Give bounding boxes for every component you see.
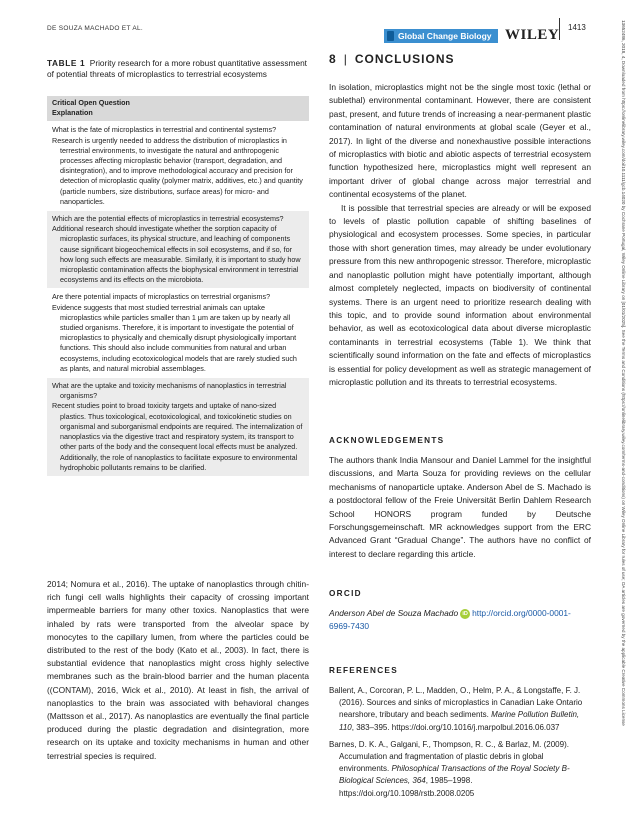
- publisher-logo[interactable]: WILEY: [505, 27, 560, 43]
- table-explanation: Additional research should investigate whether the sorption capacity of microplastic surfaces, its physical structure, and leaching of components cause significant biogeochemical effects in soil ecosystems, and if so, for how long such effects are measurable. Similarly, it is important to study how microplastic contamination affects the biophysical environment in terrestrial ecosystems and its effects on the microbiota.: [52, 224, 301, 285]
- reference-tail[interactable]: , 383–395. https://doi.org/10.1016/j.marpolbul.2016.06.037: [351, 722, 560, 732]
- acknowledgements-body: The authors thank India Mansour and Daniel Lammel for the insightful discussions, and Marta Souza for providing reviews on the cellular mechanisms of nanoparticle uptake. Anderson Abel de S. Machado is a postdoctoral fellow of the Freie Universität Berlin Dahlem Research School HONORS program funded by Deutsche Forschungsgemeinschaft. MR acknowledges support from the ERC Advanced Grant “Gradual Change”. The authors have no conflict of interest to declare regarding this article.: [329, 455, 591, 559]
- journal-banner[interactable]: [384, 29, 498, 43]
- reference-journal: Philosophical Transactions of the Royal Society B-Biological Sciences, 364: [339, 764, 570, 786]
- section-heading-conclusions: [329, 52, 591, 66]
- conclusions-body: [329, 81, 591, 389]
- table-question: What are the uptake and toxicity mechanisms of nanoplastics in terrestrial organisms?: [52, 381, 287, 401]
- acknowledgements-heading: ACKNOWLEDGEMENTS: [329, 436, 445, 445]
- section-number: 8: [329, 52, 337, 66]
- table-explanation: Recent studies point to broad toxicity targets and uptake of nano-sized plastics. Thus toxicological, ecotoxicological, and toxicokinetic studies on organismal and suborganismal endpoints are required. The internalization of nanoplastics via the digestive tract and respiratory system, its transport to other parts of the body and the consequent local effects must be analyzed. Additionally, the role of nanoplastics to facilitate exposure to environmental hydrophobic pollutants remains to be clarified.: [52, 401, 303, 472]
- orcid-icon[interactable]: iD: [460, 609, 470, 619]
- table-header: [47, 96, 309, 121]
- table-row: [47, 288, 309, 377]
- table-col-question: Critical Open Question: [52, 98, 130, 107]
- reference-item: [329, 685, 591, 734]
- table-explanation: Evidence suggests that most studied terrestrial animals can uptake microplastics while particles smaller than 1 μm are taken up by nearly all studied organisms. Therefore, it is important to investigate the potential of microplastics to physically and chemically disrupt physiologically important functions. This should also include communities from natural and urban ecosystems, including ecotoxicological models that are rarely studied such as plants, and natural microbial assemblages.: [52, 302, 297, 373]
- table-question: Are there potential impacts of microplastics on terrestrial organisms?: [52, 292, 271, 302]
- download-notice-sidebar: [616, 20, 630, 820]
- reference-authors: Barnes, D. K. A., Galgani, F., Thompson, R. C., & Barlaz, M. (2009). Accumulation and fragmentation of plastic debris in global environments.: [329, 739, 569, 774]
- header-divider: [559, 18, 560, 40]
- table-row: [47, 377, 309, 476]
- reference-journal: Marine Pollution Bulletin, 110: [339, 710, 580, 732]
- left-body-paragraph: 2014; Nomura et al., 2016). The uptake of nanoplastics through chitin-rich fungi cell walls highlights their capacity of crossing important impermeable barriers for many other toxics. Nanoplastics that were inhaled by rats were transported from the alveolar space by monocytes to the capillary lumen, from where the particles could be distributed to the rest of the body (Kato et al., 2003). In fact, there is substantial evidence that nanoplastics might cross highly selective membranes such as the brain-blood barrier and the human placenta ((CONTAM), 2016, Wick et al., 2010). At least in fish, the arrival of nanoplastics to the brain was associated with behavioral changes (Mattsson et al., 2017). As nanoplastics are eventually the final particle produced during the plastic degradation and disintegration, more research on its uptake and toxicity mechanisms in human and other terrestrial species is required.: [47, 579, 309, 761]
- reference-item: [329, 739, 591, 800]
- orcid-heading: ORCID: [329, 589, 362, 598]
- table-caption: [47, 58, 307, 80]
- table-col-explanation: Explanation: [52, 108, 93, 118]
- download-notice-text: 13652486, 2018, 4, Downloaded from https://onlinelibrary.wiley.com/doi/10.1111/gcb.14020 by Cochrane Portugal, Wiley Online Library on [01/01/2025]. See the Terms and Conditions (https://onlinelibrary.wiley.com/terms-and-conditions) on Wiley Online Library for rules of use; OA articles are governed by the applicable Creative Commons License: [621, 20, 626, 726]
- table-label: TABLE 1: [47, 58, 86, 68]
- orcid-author-name: Anderson Abel de Souza Machado: [329, 608, 459, 618]
- references-heading: REFERENCES: [329, 666, 398, 675]
- conclusions-paragraph: In isolation, microplastics might not be the single most toxic (lethal or sublethal) environmental contaminant. However, there are consistent past, present, and future trends of increasing a near-permanent plastic contamination of natural environments at global scale (Geyer et al., 2017). In light of the diverse and nonexhaustive possible interactions of microplastics with biotic and abiotic aspects of terrestrial ecosystem function hypothesized here, microplastics might well represent an important driver of global change across major terrestrial and continental ecosystems of the planet.: [329, 82, 591, 200]
- orcid-link[interactable]: http://orcid.org/0000-0001-6969-7430: [329, 608, 571, 632]
- table-row: [47, 121, 309, 210]
- table-question: What is the fate of microplastics in terrestrial and continental systems?: [52, 125, 277, 135]
- section-title: CONCLUSIONS: [354, 52, 455, 66]
- table-explanation: Research is urgently needed to address the distribution of microplastics in terrestrial environments, to investigate the natural and anthropogenic processes affecting microplastic behavior (transport, degradation, and disintegration), and to improve methodological accuracy and precision for detection of microplastic quality (polymer matrix, additives, etc.) and quantity (particle numbers, size distributions, surface areas) for micro- and nanoparticles.: [52, 135, 303, 206]
- priority-research-table: [47, 96, 309, 476]
- table-caption-text: Priority research for a more robust quantitative assessment of potential threats of microplastics to terrestrial ecosystems: [47, 58, 307, 79]
- reference-list: [329, 685, 591, 800]
- running-head: DE SOUZA MACHADO ET AL.: [47, 25, 143, 32]
- journal-logo-icon: [387, 31, 394, 41]
- reference-authors: Ballent, A., Corcoran, P. L., Madden, O., Helm, P. A., & Longstaffe, F. J. (2016). Sources and sinks of microplastics in Canadian Lake Ontario nearshore, tributary and beach sediments.: [329, 686, 583, 720]
- orcid-entry: [329, 607, 591, 634]
- conclusions-paragraph: It is possible that terrestrial species are already or will be exposed to levels of plastic pollution capable of shifting baselines of physiological and ecosystem processes. Some species, in particular those with short generation times, may already be under evolutionary pressure from this new anthropogenic stressor. Therefore, microplastic and nanoplastic pollution might have potentially important, although almost completely neglected, impacts on biodiversity of continental systems. There is an urgent need to prioritize research dealing with this topic, and to provide sound information about environmental behavior, as well as ecotoxicological data about diverse microplastic contaminants in terrestrial ecosystems (Table 1). We think that scientifically sound information on the fate and effects of microplastics is essential for policy development as well as strategic management of microplastic pollution and its threats to terrestrial ecosystems.: [329, 202, 591, 387]
- section-separator: |: [343, 52, 348, 66]
- journal-name: Global Change Biology: [398, 31, 492, 41]
- page-number: 1413: [568, 23, 586, 32]
- table-question: Which are the potential effects of microplastics in terrestrial ecosystems?: [52, 214, 284, 224]
- table-row: [47, 210, 309, 288]
- reference-tail[interactable]: , 1985–1998. https://doi.org/10.1098/rstb.2008.0205: [339, 776, 475, 798]
